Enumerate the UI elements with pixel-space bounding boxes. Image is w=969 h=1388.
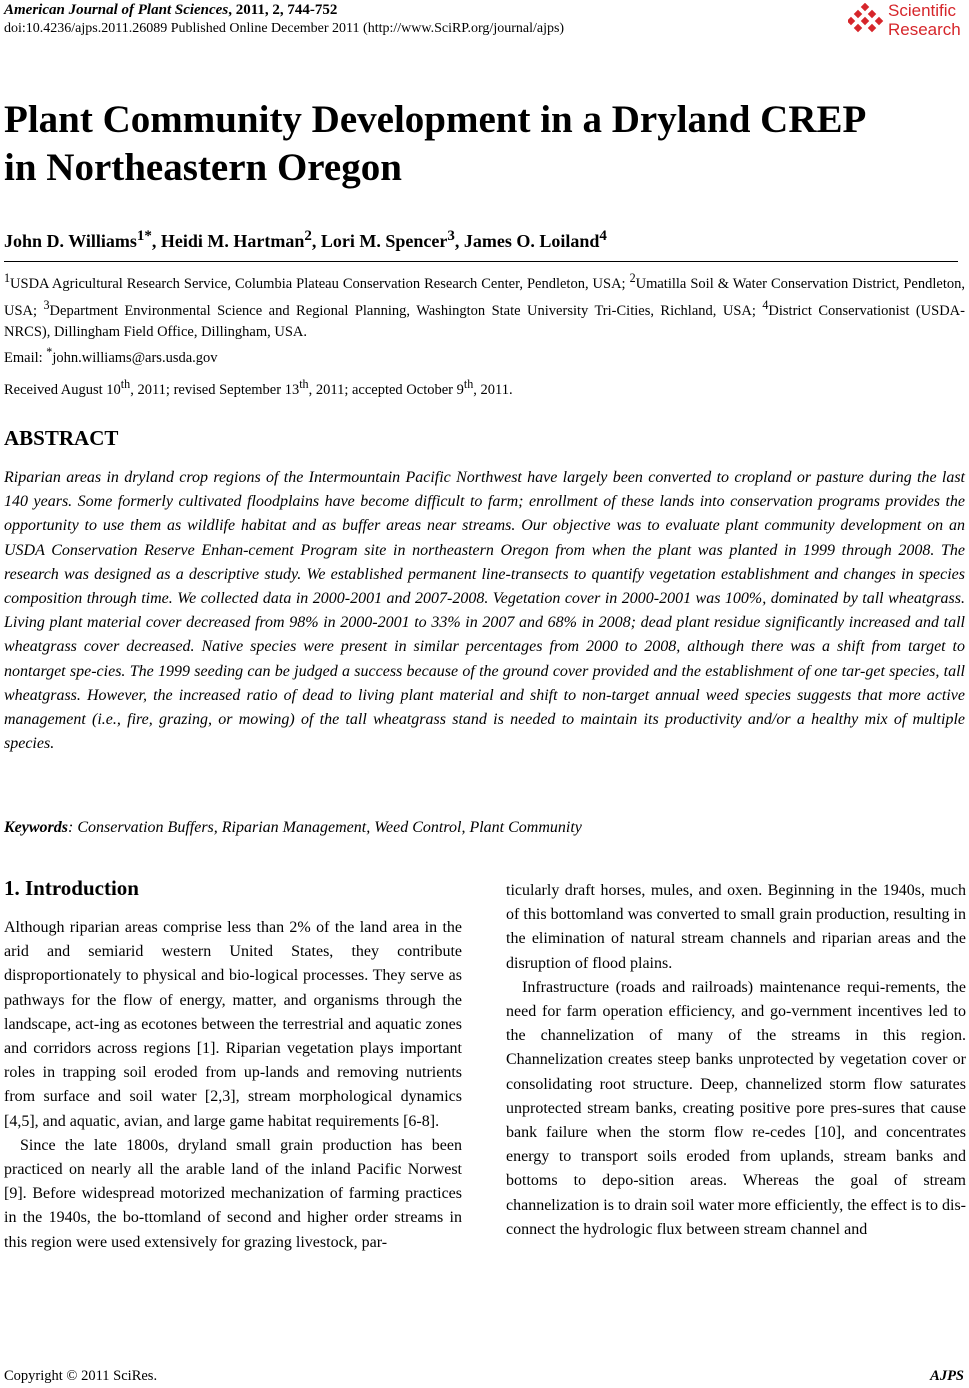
section-heading-introduction: 1. Introduction (4, 876, 139, 900)
publisher-logo (848, 0, 968, 42)
affiliation: District Conservationist (USDA-NRCS), Dillingham Field Office, Dillingham, USA. (4, 302, 965, 340)
abstract-heading: ABSTRACT (4, 426, 119, 450)
right-column (506, 879, 966, 1242)
keywords (4, 819, 582, 837)
footer-copyright: Copyright © 2011 SciRes. (4, 1368, 158, 1384)
abstract-text: Riparian areas in dryland crop regions of the Intermountain Pacific Northwest have largely been converted to cropland or pasture during the last 140 years. Some formerly cultivated floodplains have become difficult to farm; enrollment of these lands into conservation programs provides the opportunity to use them as wildlife habitat and as buffer areas near streams. Our objective was to evaluate plant community development on an USDA Conservation Reserve Enhan-cement Program site in northeastern Oregon from when the plant was planted in 1999 through 2008. The research was designed as a descriptive study. We established permanent line-transects to quantify vegetation establishment and changes in species composition through time. We collected data in 2000-2001 and 2007-2008. Vegetation cover in 2000-2001 was 100%, dominated by tall wheatgrass. Living plant material cover decreased from 98% in 2000-2001 to 33% in 2007 and 68% in 2008; dead plant residue significantly increased and tall wheatgrass cover decreased. Native species were present in similar percentages from 2000 to 2008, although there was a shift from target to nontarget spe-cies. The 1999 seeding can be judged a success because of the ground cover provided and the establishment of one tar-get species, tall wheatgrass. However, the increased ratio of dead to living plant material and shift to non-target annual weed species suggests that more active management (i.e., fire, grazing, or mowing) of the tall wheatgrass stand is needed to maintain its productivity and/or a healthy mix of multiple species. (4, 469, 965, 753)
footer-journal-abbr: AJPS (930, 1368, 964, 1384)
author-affil-sup: 2 (304, 228, 312, 244)
author-name: Heidi M. Hartman (160, 231, 305, 251)
paragraph: Although riparian areas comprise less than 2% of the land area in the arid and semiarid western United States, they contribute disproportionately to physical and bio-logical processes. They serve as pathways for the flow of energy, matter, and organisms through the landscape, act-ing as ecotones between the terrestrial and aquatic zones and corridors across regions [1]. Riparian vegetation plays important roles in trapping soil eroded from up-lands and removing nutrients from surface and soil water [2,3], stream morphological dynamics [4,5], and aquatic, avian, and large game habitat requirements [6-8]. (4, 919, 462, 1130)
paragraph: Since the late 1800s, dryland small grain production has been practiced on nearly all the arable land of the inland Pacific Norwest [9]. Before widespread motorized mechanization of farming practices in the 1940s, the bo-ttomland of second and higher order streams in this region were used extensively for grazing livestock, par- (4, 1136, 462, 1251)
author-name: James O. Loiland (463, 231, 600, 251)
email-link[interactable]: john.williams@ars.usda.gov (52, 350, 218, 367)
logo-text-research: Research (888, 20, 961, 39)
author-list: John D. Williams$^{1*}$, Heidi M. Hartman$^2$, Lori M. Spencer$^3$, James O. Loiland$^4$ (4, 228, 607, 251)
paragraph: ticularly draft horses, mules, and oxen. Beginning in the 1940s, much of this bottomland was converted to small grain production, resulting in the elimination of natural stream channels and riparian areas and the disruption of flood plains. (506, 882, 966, 972)
paper-title: Plant Community Development in a Dryland CREP in Northeastern Oregon (4, 98, 865, 189)
journal-volume: , 2011, 2, 744-752 (228, 2, 338, 18)
author-name: Lori M. Spencer (320, 231, 448, 251)
author-affil-sup: 4 (599, 228, 607, 244)
keywords-label: Keywords (4, 819, 68, 836)
keywords-list: : Conservation Buffers, Riparian Management, Weed Control, Plant Community (68, 819, 582, 836)
doi-line: doi:10.4236/ajps.2011.26089 Published Online December 2011 (http://www.SciRP.org/journal/ajps) (4, 21, 565, 36)
author-affil-sup: 3 (447, 228, 455, 244)
left-column (4, 916, 462, 1255)
title-divider (4, 261, 958, 262)
logo-text-scientific: Scientific (888, 1, 957, 20)
author-affil-sup: 1* (136, 228, 152, 244)
journal-header (4, 2, 337, 19)
paragraph: Infrastructure (roads and railroads) maintenance requi-rements, the need for farm operation efficiency, and go-vernment incentives led to the channelization of many of the streams in this region. Channelization creates steep banks unprotected by vegetation cover or consolidating root structure. Deep, channelized storm flow saturates unprotected stream banks, creating positive pore pres-sures that cause bank failure when the storm flow re-cedes [10], and concentrates energy to transport soils eroded from uplands, stream banks and bottoms to depo-sition areas. Whereas the goal of stream channelization is to drain soil water more efficiently, the effect is to dis-connect the hydrologic flux between stream channel and (506, 978, 966, 1238)
affiliation: Department Environmental Science and Regional Planning, Washington State University Tri-Cities, Richland, USA; (49, 302, 763, 319)
journal-name: American Journal of Plant Sciences (4, 2, 229, 18)
affiliation: USDA Agricultural Research Service, Columbia Plateau Conservation Research Center, Pendleton, USA; (10, 275, 630, 292)
affiliations: $^1$USDA Agricultural Research Service, Columbia Plateau Conservation Research Center, Pendleton, USA; $^2$Umatilla Soil & Water Conservation District, Pendleton, USA; $^3$Department Environmental Science and Regional Planning, Washington State University Tri-Cities, Richland, USA; $^4$District Conservationist (USDA-NRCS), Dillingham Field Office, Dillingham, USA. Email: *john.williams@ars.usda.gov (4, 271, 965, 367)
received-dates: Received August 10th, 2011; revised September 13th, 2011; accepted October 9th, 2011. (4, 377, 513, 398)
author-name: John D. Williams (4, 231, 137, 251)
scirp-logo-icon (848, 3, 884, 37)
affiliation: Umatilla Soil & Water Conservation District, Pendleton, USA; (4, 275, 965, 319)
email-line: Email: *john.williams@ars.usda.gov (4, 345, 218, 367)
